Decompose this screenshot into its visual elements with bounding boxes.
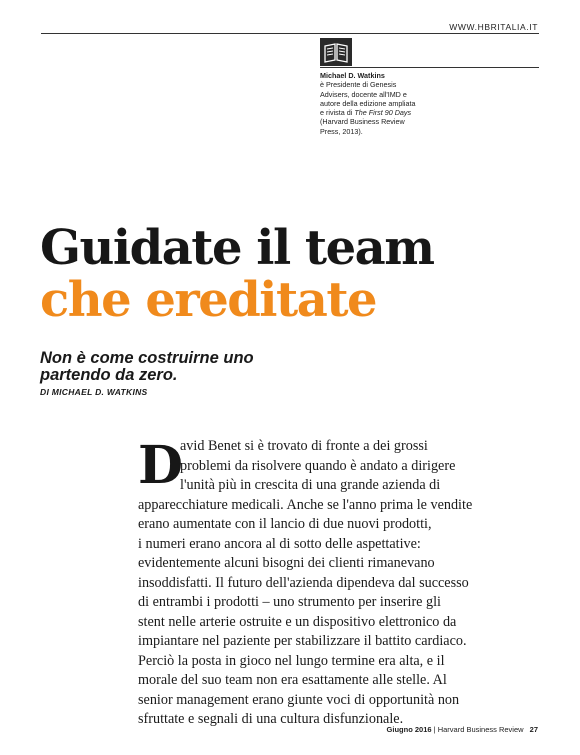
title-line-2: che ereditate [40, 272, 377, 328]
title-line-1: Guidate il team [40, 220, 434, 276]
bio-line: Advisers, docente all'IMD e [320, 89, 407, 99]
top-divider [41, 33, 539, 34]
bio-line: (Harvard Business Review [320, 117, 405, 127]
page-footer [387, 725, 538, 734]
body-line: problemi da risolvere quando è andato a dirigere [180, 457, 456, 474]
body-line: i numeri erano ancora al di sotto delle aspettative: [138, 535, 421, 552]
body-line: senior management erano giunte voci di opportunità non [138, 691, 460, 708]
book-icon [320, 38, 352, 66]
body-line: sfruttate e segnali di una cultura disfunzionale. [138, 711, 404, 727]
subtitle-line-2: partendo da zero. [40, 366, 178, 384]
issue-date: Giugno 2016 [386, 725, 432, 734]
bio-line: è Presidente di Genesis [320, 80, 397, 90]
drop-cap: D [138, 435, 184, 496]
body-line: stent nelle arterie ostruite e un dispositivo elettronico da [138, 613, 457, 630]
bio-line: autore della edizione ampliata [320, 98, 416, 108]
article-body [138, 437, 540, 730]
article-title [40, 222, 434, 326]
author-bio [320, 71, 430, 136]
body-line: erano aumentate con il lancio di due nuovi prodotti, [138, 516, 432, 532]
bio-line: e rivista di [320, 108, 355, 118]
body-line: l'unità più in crescita di una grande azienda di [180, 477, 441, 493]
bio-line: Press, 2013). [320, 126, 363, 136]
author-name: Michael D. Watkins [320, 71, 385, 80]
body-line: avid Benet si è trovato di fronte a dei grossi [180, 438, 428, 454]
site-url[interactable]: WWW.HBRITALIA.IT [449, 22, 538, 32]
page-number: 27 [529, 725, 538, 734]
subtitle-line-1: Non è come costruirne uno [40, 349, 254, 367]
article-subtitle [40, 350, 340, 384]
body-line: morale del suo team non era esattamente alle stelle. Al [138, 672, 447, 688]
body-line: impiantare nel paziente per stabilizzare il battito cardiaco. [138, 633, 467, 649]
body-line: evidentemente alcuni bisogni dei clienti rimanevano [138, 555, 435, 571]
separator: | [433, 725, 438, 734]
body-line: Perciò la posta in gioco nel lungo termine era alta, e il [138, 652, 445, 669]
body-line: di entrambi i prodotti – uno strumento per inserire gli [138, 594, 442, 610]
body-line: insoddisfatti. Il futuro dell'azienda dipendeva dal successo [138, 574, 469, 591]
book-title: The First 90 Days [354, 108, 412, 118]
publication-name: Harvard Business Review [437, 725, 524, 734]
body-line: apparecchiature medicali. Anche se l'anno prima le vendite [138, 496, 473, 513]
author-divider [320, 67, 539, 68]
byline: DI MICHAEL D. WATKINS [40, 387, 148, 397]
